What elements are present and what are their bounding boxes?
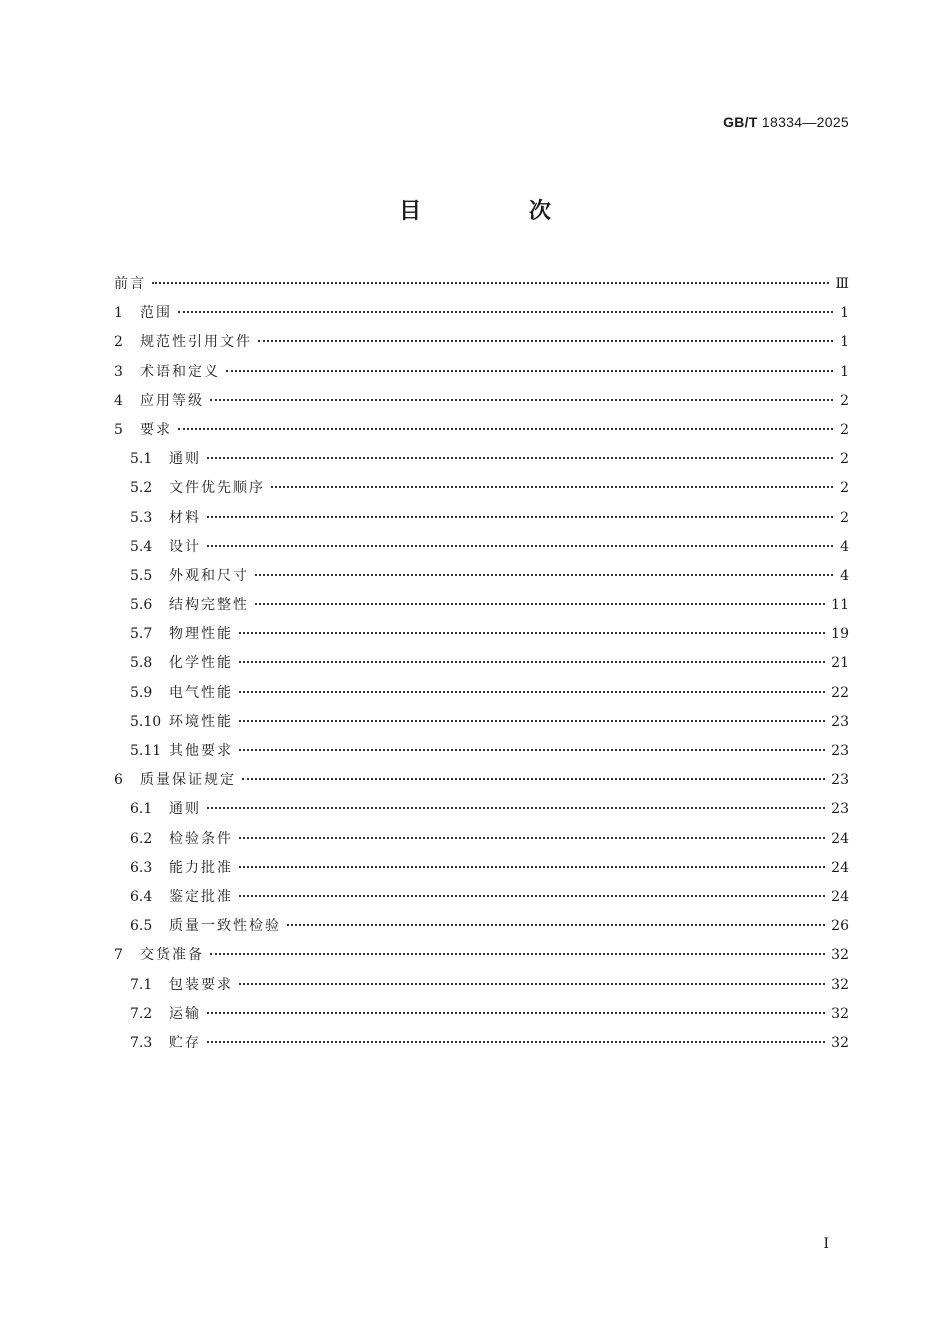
page-title: 目 次 bbox=[399, 199, 601, 224]
toc-entry-page: 26 bbox=[831, 918, 849, 935]
toc-entry[interactable] bbox=[114, 649, 849, 678]
toc-entry-number: 7.2 bbox=[130, 1005, 153, 1022]
toc-entry-label: 检验条件 bbox=[169, 830, 233, 847]
toc-entry-label: 能力批准 bbox=[169, 859, 233, 876]
toc-entry[interactable] bbox=[114, 620, 849, 649]
toc-entry[interactable] bbox=[114, 562, 849, 591]
toc-entry-label: 结构完整性 bbox=[169, 597, 249, 614]
dot-leader bbox=[258, 340, 833, 342]
table-of-contents bbox=[114, 270, 849, 1058]
dot-leader bbox=[239, 632, 825, 634]
dot-leader bbox=[210, 953, 825, 955]
dot-leader bbox=[287, 924, 825, 926]
toc-entry-label: 文件优先顺序 bbox=[169, 480, 265, 497]
dot-leader bbox=[239, 837, 825, 839]
toc-entry-label: 规范性引用文件 bbox=[140, 334, 252, 351]
toc-entry-page: 22 bbox=[831, 684, 849, 701]
toc-entry-page: 19 bbox=[831, 626, 849, 643]
dot-leader bbox=[207, 516, 833, 518]
toc-entry-label: 设计 bbox=[169, 538, 201, 555]
dot-leader bbox=[239, 661, 825, 663]
toc-entry-page: 21 bbox=[831, 655, 849, 672]
toc-entry-label: 环境性能 bbox=[169, 713, 233, 730]
toc-entry[interactable] bbox=[114, 416, 849, 445]
toc-entry-page: 2 bbox=[840, 451, 849, 468]
toc-entry-label: 交货准备 bbox=[140, 947, 204, 964]
dot-leader bbox=[207, 1012, 825, 1014]
toc-entry[interactable] bbox=[114, 358, 849, 387]
toc-entry-label: 贮存 bbox=[169, 1034, 201, 1051]
toc-entry-page: 24 bbox=[831, 859, 849, 876]
toc-entry-label: 外观和尺寸 bbox=[169, 567, 249, 584]
toc-entry-label: 通则 bbox=[169, 451, 201, 468]
toc-entry-page: Ⅲ bbox=[835, 276, 849, 292]
toc-entry-page: 4 bbox=[840, 567, 849, 584]
dot-leader bbox=[226, 370, 833, 372]
toc-entry-number: 7.1 bbox=[130, 976, 153, 993]
toc-entry-label: 质量一致性检验 bbox=[169, 918, 281, 935]
toc-entry-number: 5.7 bbox=[130, 626, 153, 643]
toc-entry-number: 5.8 bbox=[130, 655, 153, 672]
toc-entry-number: 5.9 bbox=[130, 684, 153, 701]
toc-entry-number: 4 bbox=[114, 392, 123, 409]
toc-entry-label: 材料 bbox=[169, 509, 201, 526]
toc-entry-label: 化学性能 bbox=[169, 655, 233, 672]
toc-entry-number: 6.1 bbox=[130, 801, 153, 818]
dot-leader bbox=[207, 1041, 825, 1043]
toc-entry-number: 5.1 bbox=[130, 451, 153, 468]
toc-entry-page: 32 bbox=[831, 1034, 849, 1051]
toc-entry-page: 2 bbox=[840, 480, 849, 497]
toc-entry-number: 5.10 bbox=[130, 713, 162, 730]
toc-entry[interactable] bbox=[114, 825, 849, 854]
toc-entry-page: 1 bbox=[840, 305, 849, 322]
toc-entry-label: 应用等级 bbox=[140, 392, 204, 409]
toc-entry-number: 7.3 bbox=[130, 1034, 153, 1051]
dot-leader bbox=[207, 807, 825, 809]
toc-entry-number: 2 bbox=[114, 334, 123, 351]
toc-entry-label: 要求 bbox=[140, 421, 172, 438]
toc-entry-number: 6 bbox=[114, 772, 123, 789]
toc-entry-page: 11 bbox=[831, 597, 849, 614]
toc-entry[interactable] bbox=[114, 1029, 849, 1058]
toc-entry-page: 23 bbox=[831, 743, 849, 759]
toc-entry[interactable] bbox=[114, 912, 849, 941]
dot-leader bbox=[239, 895, 825, 897]
dot-leader bbox=[239, 691, 825, 693]
toc-entry-label: 范围 bbox=[140, 305, 172, 322]
toc-entry-page: 24 bbox=[831, 830, 849, 847]
toc-entry-number: 1 bbox=[114, 305, 123, 322]
toc-entry-number: 5.6 bbox=[130, 597, 153, 614]
toc-entry-page: 1 bbox=[840, 334, 849, 351]
toc-entry-number: 5.11 bbox=[130, 743, 162, 759]
toc-entry-label: 电气性能 bbox=[169, 684, 233, 701]
toc-entry[interactable] bbox=[114, 766, 849, 795]
toc-entry[interactable] bbox=[114, 679, 849, 708]
toc-entry-page: 23 bbox=[831, 772, 849, 789]
toc-entry[interactable] bbox=[114, 941, 849, 970]
toc-entry-label: 包装要求 bbox=[169, 976, 233, 993]
toc-entry-page: 2 bbox=[840, 421, 849, 438]
toc-entry-page: 4 bbox=[840, 538, 849, 555]
toc-entry-number: 6.4 bbox=[130, 888, 153, 905]
toc-entry-label: 通则 bbox=[169, 801, 201, 818]
toc-entry-label: 其他要求 bbox=[169, 743, 233, 759]
toc-entry-label: 术语和定义 bbox=[140, 363, 220, 380]
toc-entry-label: 运输 bbox=[169, 1005, 201, 1022]
toc-entry[interactable] bbox=[114, 1000, 849, 1029]
toc-entry-label: 质量保证规定 bbox=[140, 772, 236, 789]
toc-entry[interactable] bbox=[114, 270, 849, 299]
toc-entry-number: 5.3 bbox=[130, 509, 153, 526]
dot-leader bbox=[178, 311, 833, 313]
toc-entry-label: 鉴定批准 bbox=[169, 888, 233, 905]
toc-entry[interactable] bbox=[114, 591, 849, 620]
toc-entry[interactable] bbox=[114, 328, 849, 357]
toc-entry-page: 24 bbox=[831, 888, 849, 905]
toc-entry-label: 物理性能 bbox=[169, 626, 233, 643]
toc-entry-number: 6.5 bbox=[130, 918, 153, 935]
toc-entry-number: 3 bbox=[114, 363, 123, 380]
toc-entry[interactable] bbox=[114, 445, 849, 474]
toc-entry-page: 1 bbox=[840, 363, 849, 380]
toc-entry-number: 7 bbox=[114, 947, 123, 964]
dot-leader bbox=[239, 866, 825, 868]
standard-number: 18334—2025 bbox=[761, 114, 849, 130]
toc-entry[interactable] bbox=[114, 387, 849, 416]
dot-leader bbox=[255, 603, 825, 605]
toc-entry-page: 23 bbox=[831, 713, 849, 730]
toc-entry-page: 2 bbox=[840, 392, 849, 409]
toc-entry-number: 6.3 bbox=[130, 859, 153, 876]
toc-entry[interactable] bbox=[114, 474, 849, 503]
toc-entry[interactable] bbox=[114, 299, 849, 328]
toc-entry-page: 23 bbox=[831, 801, 849, 818]
standard-code bbox=[723, 114, 849, 130]
toc-entry[interactable] bbox=[114, 533, 849, 562]
toc-entry-page: 32 bbox=[831, 976, 849, 993]
toc-entry[interactable] bbox=[114, 795, 849, 824]
toc-entry-number: 5.4 bbox=[130, 538, 153, 555]
toc-entry-page: 2 bbox=[840, 509, 849, 526]
toc-entry-page: 32 bbox=[831, 947, 849, 964]
dot-leader bbox=[239, 749, 825, 751]
toc-entry[interactable] bbox=[114, 737, 849, 766]
toc-entry-number: 5.5 bbox=[130, 567, 153, 584]
toc-entry-number: 5 bbox=[114, 421, 123, 438]
dot-leader bbox=[255, 574, 833, 576]
toc-entry-label: 前言 bbox=[114, 276, 146, 292]
toc-entry[interactable] bbox=[114, 883, 849, 912]
dot-leader bbox=[242, 778, 825, 780]
dot-leader bbox=[210, 399, 833, 401]
dot-leader bbox=[207, 457, 833, 459]
toc-entry[interactable] bbox=[114, 708, 849, 737]
toc-entry[interactable] bbox=[114, 504, 849, 533]
standard-prefix: GB/T bbox=[723, 114, 758, 130]
dot-leader bbox=[271, 486, 833, 488]
dot-leader bbox=[239, 720, 825, 722]
toc-entry-number: 5.2 bbox=[130, 480, 153, 497]
dot-leader bbox=[239, 983, 825, 985]
toc-entry-number: 6.2 bbox=[130, 830, 153, 847]
toc-entry[interactable] bbox=[114, 854, 849, 883]
toc-entry-page: 32 bbox=[831, 1005, 849, 1022]
toc-entry[interactable] bbox=[114, 971, 849, 1000]
page-number: I bbox=[823, 1236, 829, 1252]
dot-leader bbox=[207, 545, 833, 547]
dot-leader bbox=[178, 428, 833, 430]
dot-leader bbox=[152, 282, 829, 284]
